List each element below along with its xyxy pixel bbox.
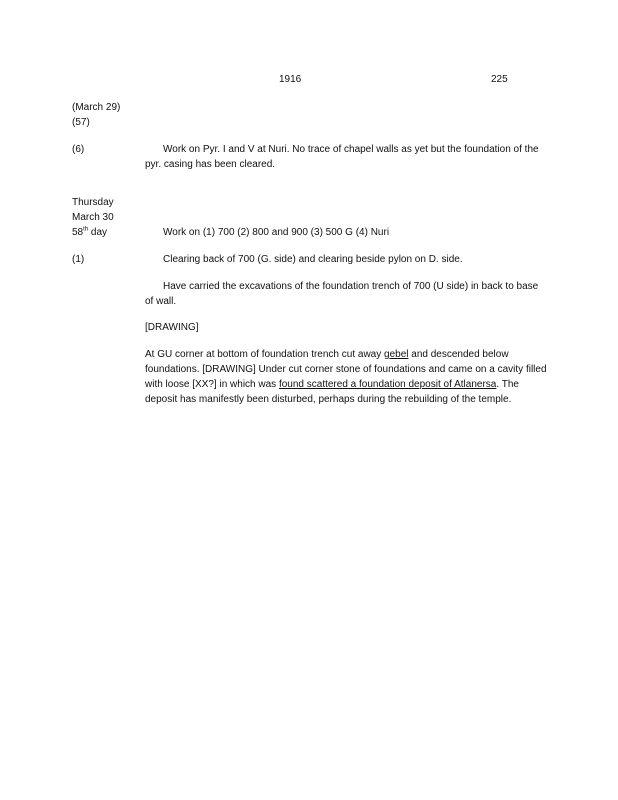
paragraph-text: and descended below foundations. [DRAWING] Under cut corner stone of foundations and came on a cavity filled with loose [XX?] in which was [145,349,547,390]
paragraph-text: Work on Pyr. I and V at Nuri. No trace of chapel walls as yet but the foundation of the pyr. casing has been cleared. [145,144,539,170]
day-number: 58 [72,227,84,238]
margin-item-number: (1) [72,254,85,265]
entry-paragraph [145,225,545,240]
day-word: day [88,227,108,238]
margin-date: March 30 [72,212,114,223]
margin-day-count [72,225,107,240]
margin-weekday: Thursday [72,197,114,208]
underlined-text: found scattered a foundation deposit of Atlanersa [278,379,497,390]
page-number: 225 [491,74,508,85]
paragraph-text: Clearing back of 700 (G. side) and clearing beside pylon on D. side. [163,254,463,265]
paragraph-text: Have carried the excavations of the foundation trench of 700 (U side) in back to base of wall. [145,281,539,307]
entry-paragraph [145,142,545,172]
paragraph-text: Work on (1) 700 (2) 800 and 900 (3) 500 G (4) Nuri [163,227,390,238]
entry-paragraph [145,252,545,267]
entry-paragraph [145,279,549,309]
paragraph-text: . The deposit has manifestly been disturbed, perhaps during the rebuilding of the temple. [145,379,519,405]
margin-day-count: (57) [72,117,90,128]
margin-date: (March 29) [72,102,121,113]
underlined-text: gebel [384,349,409,360]
paragraph-text: At GU corner at bottom of foundation trench cut away [145,349,385,360]
day-suffix: th [83,226,89,233]
drawing-placeholder: [DRAWING] [145,322,199,333]
margin-item-number: (6) [72,144,85,155]
entry-paragraph [145,347,550,407]
header-year: 1916 [279,74,302,85]
